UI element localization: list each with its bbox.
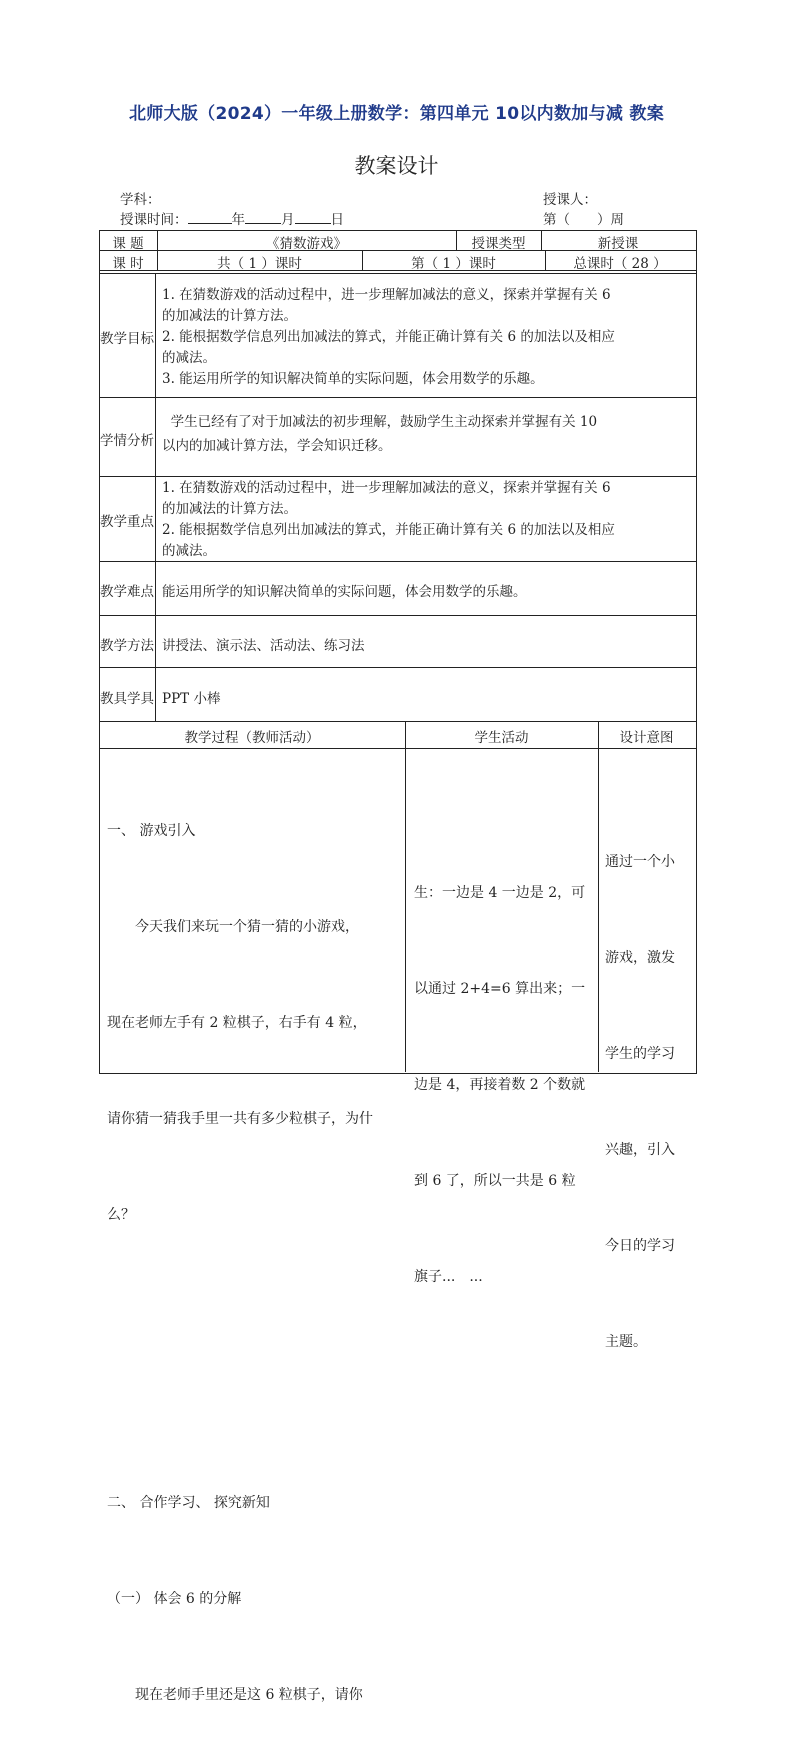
design-intent-header: 设计意图 — [619, 730, 674, 746]
student-line: 以通过 2+4=6 算出来；一 — [414, 981, 586, 997]
col-divider — [598, 721, 599, 1072]
teacher-line: 二、 合作学习、 探究新知 — [107, 1495, 270, 1511]
teacher-line: 请你猜一猜我手里一共有多少粒棋子，为什 — [107, 1111, 373, 1127]
time-label: 授课时间： — [120, 212, 188, 228]
analysis-text — [162, 410, 690, 458]
row-divider — [99, 667, 696, 668]
teacher-line: （一） 体会 6 的分解 — [107, 1591, 242, 1607]
row-divider — [99, 721, 696, 722]
teacher-line: 么？ — [107, 1207, 135, 1223]
key-points-line: 2. 能根据数学信息列出加减法的算式，并能正确计算有关 6 的加法以及相应 — [162, 522, 615, 538]
methods-text: 讲授法、演示法、活动法、练习法 — [162, 638, 365, 654]
label-col-divider — [155, 273, 156, 721]
key-points-label: 教学重点 — [100, 514, 154, 530]
analysis-line: 以内的加减计算方法，学会知识迁移。 — [162, 438, 392, 454]
student-line: 到 6 了，所以一共是 6 粒 — [414, 1173, 576, 1189]
key-points-text — [162, 478, 690, 562]
teacher-spacer — [107, 1295, 403, 1327]
subject-label: 学科： — [120, 192, 161, 208]
student-line: 生：一边是 4 一边是 2，可 — [414, 885, 586, 901]
student-activity-text — [414, 813, 596, 1325]
row-divider — [99, 273, 696, 274]
intent-line: 游戏，激发 — [605, 950, 675, 966]
teacher-spacer — [107, 1391, 403, 1423]
type-value: 新授课 — [597, 236, 639, 252]
total-hours: 共（ 1 ）课时 — [217, 256, 302, 272]
intent-line: 兴趣，引入 — [605, 1142, 675, 1158]
analysis-line: 学生已经有了对于加减法的初步理解，鼓励学生主动探索并掌握有关 10 — [162, 414, 598, 430]
row-divider — [99, 476, 696, 477]
document-header-title: 北师大版（2024）一年级上册数学：第四单元 10以内数加与减 教案 — [128, 104, 664, 124]
analysis-label: 学情分析 — [100, 433, 154, 449]
day-label: 日 — [330, 212, 344, 228]
topic-label: 课 题 — [112, 236, 144, 252]
objectives-line: 的加减法的计算方法。 — [162, 308, 297, 324]
teacher-line: 现在老师左手有 2 粒棋子，右手有 4 粒， — [107, 1015, 367, 1031]
teacher-line: 现在老师手里还是这 6 粒棋子，请你 — [107, 1687, 363, 1703]
key-points-line: 的加减法的计算方法。 — [162, 501, 297, 517]
col-divider — [405, 721, 406, 1072]
objectives-line: 1. 在猜数游戏的活动过程中，进一步理解加减法的意义，探索并掌握有关 6 — [162, 287, 611, 303]
methods-label: 教学方法 — [100, 638, 154, 654]
materials-label: 教具学具 — [100, 691, 154, 707]
objectives-label: 教学目标 — [100, 331, 154, 347]
student-line: 边是 4，再接着数 2 个数就 — [414, 1077, 586, 1093]
key-points-line: 的减法。 — [162, 543, 216, 559]
intent-line: 今日的学习 — [605, 1238, 675, 1254]
hours-label: 课 时 — [112, 256, 144, 272]
type-label: 授课类型 — [471, 236, 526, 252]
teacher-line: 一、 游戏引入 — [107, 823, 196, 839]
intent-line: 主题。 — [605, 1334, 647, 1350]
teacher-activity-text — [107, 751, 403, 1743]
teacher-label: 授课人： — [543, 192, 597, 208]
month-blank — [245, 209, 281, 224]
week-label: 第（ ）周 — [543, 212, 624, 228]
year-blank — [188, 209, 232, 224]
objectives-line: 的减法。 — [162, 350, 216, 366]
current-hour: 第（ 1 ）课时 — [411, 256, 496, 272]
year-label: 年 — [231, 212, 245, 228]
page-title: 教案设计 — [354, 154, 439, 178]
key-points-line: 1. 在猜数游戏的活动过程中，进一步理解加减法的意义，探索并掌握有关 6 — [162, 480, 611, 496]
objectives-text — [162, 285, 690, 390]
day-blank — [295, 209, 331, 224]
student-line: 旗子... ... — [414, 1269, 483, 1285]
cumulative-hours: 总课时（ 28 ） — [573, 256, 667, 272]
teacher-activity-header: 教学过程（教师活动） — [184, 730, 320, 746]
intent-line: 学生的学习 — [605, 1046, 675, 1062]
teacher-line: 今天我们来玩一个猜一猜的小游戏， — [107, 919, 359, 935]
row-divider — [99, 748, 696, 749]
month-label: 月 — [281, 212, 295, 228]
row-divider — [99, 397, 696, 398]
design-intent-text — [605, 782, 693, 1390]
student-activity-header: 学生活动 — [474, 730, 529, 746]
row-divider — [99, 615, 696, 616]
topic-value: 《猜数游戏》 — [266, 236, 347, 252]
difficulties-label: 教学难点 — [100, 584, 154, 600]
intent-line: 通过一个小 — [605, 854, 675, 870]
materials-text: PPT 小棒 — [162, 691, 221, 707]
class-time-line — [120, 208, 344, 228]
objectives-line: 2. 能根据数学信息列出加减法的算式，并能正确计算有关 6 的加法以及相应 — [162, 329, 615, 345]
difficulties-text: 能运用所学的知识解决简单的实际问题，体会用数学的乐趣。 — [162, 584, 527, 600]
objectives-line: 3. 能运用所学的知识解决简单的实际问题，体会用数学的乐趣。 — [162, 371, 544, 387]
